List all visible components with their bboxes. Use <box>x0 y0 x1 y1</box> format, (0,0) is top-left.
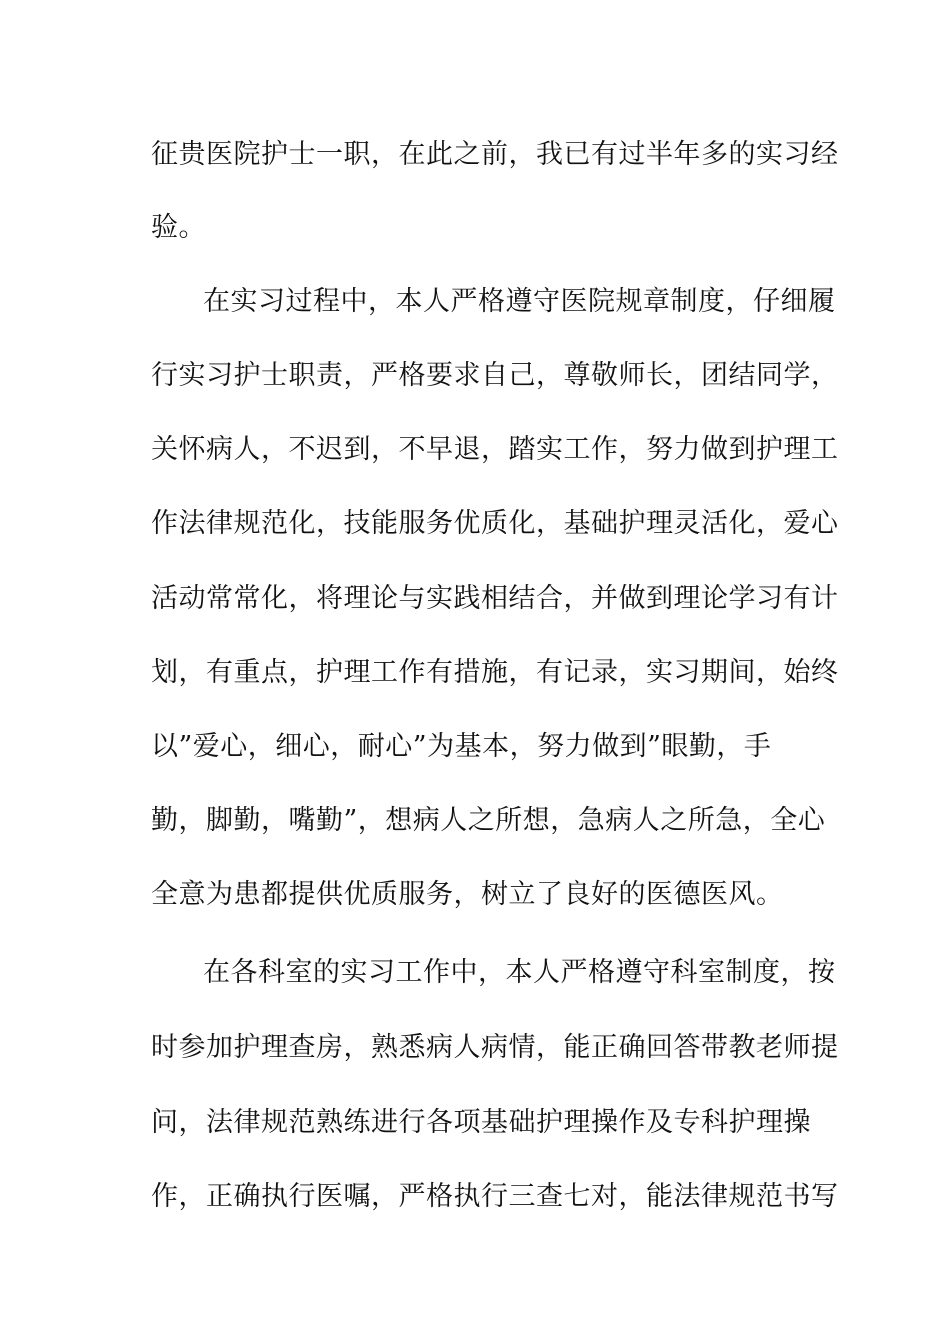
text-line-7: 活动常常化，将理论与实践相结合，并做到理论学习有计 <box>151 583 839 614</box>
text-line-3: 在实习过程中，本人严格遵守医院规章制度，仔细履 <box>203 286 836 317</box>
text-line-12: 在各科室的实习工作中，本人严格遵守科室制度，按 <box>203 957 836 988</box>
text-line-8: 划，有重点，护理工作有措施，有记录，实习期间，始终 <box>151 657 839 688</box>
text-line-4: 行实习护士职责，严格要求自己，尊敬师长，团结同学， <box>151 360 839 391</box>
text-line-9: 以”爱心，细心，耐心”为基本，努力做到”眼勤，手 <box>151 731 772 762</box>
text-line-1: 征贵医院护士一职，在此之前，我已有过半年多的实习经 <box>151 139 839 170</box>
text-line-10: 勤，脚勤，嘴勤”，想病人之所想，急病人之所急，全心 <box>151 805 826 836</box>
text-line-5: 关怀病人，不迟到，不早退，踏实工作，努力做到护理工 <box>151 434 839 465</box>
text-line-13: 时参加护理查房，熟悉病人病情，能正确回答带教老师提 <box>151 1032 839 1063</box>
text-line-15: 作，正确执行医嘱，严格执行三查七对，能法律规范书写 <box>151 1181 839 1212</box>
text-line-6: 作法律规范化，技能服务优质化，基础护理灵活化，爱心 <box>151 508 839 539</box>
text-line-2: 验。 <box>151 212 206 243</box>
text-line-14: 问，法律规范熟练进行各项基础护理操作及专科护理操 <box>151 1107 811 1138</box>
text-line-11: 全意为患都提供优质服务，树立了良好的医德医风。 <box>151 879 784 910</box>
